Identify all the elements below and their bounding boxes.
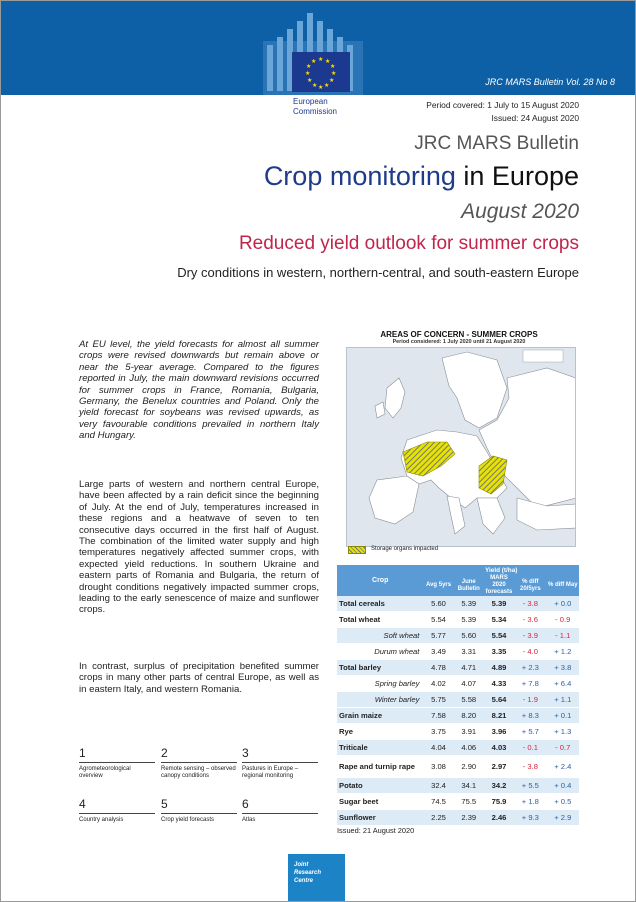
legend-label: Storage organs impacted [371,546,439,552]
table-row [337,660,579,676]
avg-5yrs-value: 4.04 [423,740,453,756]
svg-text:★: ★ [318,56,324,63]
diff-may-value: + 3.8 [547,660,579,676]
paragraph-contrast: In contrast, surplus of precipitation benefited summer crops in many other parts of central Europe, as well as in eastern Italy, and western Romania. [79,661,319,695]
diff-5yrs-value: - 4.0 [514,644,546,660]
map-title: AREAS OF CONCERN - SUMMER CROPS [380,330,538,339]
forecast-value: 3.96 [484,724,514,740]
jrc-line1: Joint [294,862,309,868]
avg-5yrs-value: 5.54 [423,612,453,628]
contents-number: 5 [161,797,168,811]
diff-5yrs-value: + 1.8 [514,794,546,810]
contents-item[interactable] [161,797,237,824]
series-title: JRC MARS Bulletin [414,133,579,154]
svg-text:★: ★ [311,58,317,65]
crop-name: Total barley [337,660,423,676]
table-row [337,628,579,644]
jrc-logo-text [294,861,334,885]
contents-label: Crop yield forecasts [161,813,237,824]
crop-name: Rye [337,724,423,740]
contents-label: Remote sensing – observed canopy conditions [161,762,237,780]
crop-name: Sunflower [337,810,423,826]
forecast-value: 5.34 [484,612,514,628]
contents-number: 6 [242,797,249,811]
diff-may-value: + 2.4 [547,756,579,778]
forecast-value: 4.89 [484,660,514,676]
diff-may-value: - 0.9 [547,612,579,628]
table-row [337,612,579,628]
diff-may-value: - 0.7 [547,740,579,756]
june-bulletin-value: 75.5 [454,794,484,810]
table-row [337,740,579,756]
ec-label-line2: Commission [293,107,338,116]
svg-text:★: ★ [306,63,312,70]
avg-5yrs-value: 2.25 [423,810,453,826]
headline: Reduced yield outlook for summer crops [238,233,579,254]
contents-number: 1 [79,746,86,760]
june-bulletin-value: 3.91 [454,724,484,740]
contents-item[interactable] [79,746,155,780]
contents-item[interactable] [79,797,155,824]
contents-number: 4 [79,797,86,811]
map-subtitle: Period considered: 1 July 2020 until 21 August 2020 [392,339,526,345]
diff-5yrs-value: - 1.9 [514,692,546,708]
crop-name: Rape and turnip rape [337,756,423,778]
diff-may-value: + 0.0 [547,596,579,612]
avg-5yrs-value: 74.5 [423,794,453,810]
forecast-value: 5.39 [484,596,514,612]
yield-table [337,565,579,826]
avg-5yrs-value: 3.75 [423,724,453,740]
forecast-value: 5.64 [484,692,514,708]
main-title [264,159,579,193]
paragraph-summary: At EU level, the yield forecasts for almost all summer crops were revised downwards but remain above or near the 5-year average. Compared to the figures reported in July, the main downward revisions occurred for summer crops in France, Romania, Bulgaria, Germany, the Benelux countries and Poland. Only the yield forecast for soybeans was revised upwards, as very favourable conditions prevailed in northern Italy and Hungary. [79,339,319,442]
table-row [337,810,579,826]
crop-name: Winter barley [337,692,423,708]
table-row [337,778,579,794]
svg-text:★: ★ [305,70,311,77]
period-info [426,99,579,125]
forecast-value: 5.54 [484,628,514,644]
yield-group-header: Yield (t/ha) [423,565,579,575]
forecast-value: 2.97 [484,756,514,778]
table-row [337,676,579,692]
table-row [337,708,579,724]
svg-text:★: ★ [312,82,318,89]
forecast-value: 4.03 [484,740,514,756]
svg-text:★: ★ [329,77,335,84]
main-title-blue: Crop monitoring [263,161,456,191]
diff-may-value: + 1.3 [547,724,579,740]
june-bulletin-value: 4.06 [454,740,484,756]
edition: August 2020 [461,200,579,223]
forecast-value: 4.33 [484,676,514,692]
period-covered: Period covered: 1 July to 15 August 2020 [426,100,579,110]
column-header: % diff May [547,575,579,596]
avg-5yrs-value: 3.08 [423,756,453,778]
june-bulletin-value: 5.39 [454,596,484,612]
june-bulletin-value: 34.1 [454,778,484,794]
june-bulletin-value: 2.90 [454,756,484,778]
june-bulletin-value: 5.60 [454,628,484,644]
eu-flag-icon [292,52,350,92]
forecast-value: 8.21 [484,708,514,724]
legend-concern-swatch [348,546,366,554]
avg-5yrs-value: 5.77 [423,628,453,644]
diff-5yrs-value: - 0.1 [514,740,546,756]
crop-name: Total cereals [337,596,423,612]
table-row [337,692,579,708]
crop-name: Soft wheat [337,628,423,644]
diff-5yrs-value: + 8.3 [514,708,546,724]
forecast-value: 2.46 [484,810,514,826]
diff-5yrs-value: + 9.3 [514,810,546,826]
table-row [337,644,579,660]
svg-text:★: ★ [307,77,313,84]
diff-5yrs-value: + 2.3 [514,660,546,676]
crop-name: Spring barley [337,676,423,692]
avg-5yrs-value: 7.58 [423,708,453,724]
column-header: Avg 5yrs [423,575,453,596]
issue-date: Issued: 24 August 2020 [491,113,579,123]
contents-item[interactable] [242,746,318,780]
june-bulletin-value: 2.39 [454,810,484,826]
svg-text:★: ★ [325,58,331,65]
contents-item[interactable] [161,746,237,780]
svg-text:★: ★ [331,70,337,77]
contents-label: Pastures in Europe – regional monitoring [242,762,318,780]
table-row [337,756,579,778]
avg-5yrs-value: 32.4 [423,778,453,794]
june-bulletin-value: 4.07 [454,676,484,692]
june-bulletin-value: 5.58 [454,692,484,708]
table-row [337,724,579,740]
svg-text:★: ★ [318,84,324,91]
table-row [337,794,579,810]
june-bulletin-value: 8.20 [454,708,484,724]
europe-map [346,347,576,547]
crop-name: Triticale [337,740,423,756]
diff-5yrs-value: - 3.9 [514,628,546,644]
column-header: % diff 20/5yrs [514,575,546,596]
main-title-dark: in Europe [455,161,579,191]
avg-5yrs-value: 5.60 [423,596,453,612]
crop-column-header: Crop [337,565,423,596]
june-bulletin-value: 5.39 [454,612,484,628]
avg-5yrs-value: 4.02 [423,676,453,692]
crop-name: Total wheat [337,612,423,628]
june-bulletin-value: 3.31 [454,644,484,660]
avg-5yrs-value: 5.75 [423,692,453,708]
contents-label: Country analysis [79,813,155,824]
avg-5yrs-value: 4.78 [423,660,453,676]
title-block [264,133,579,225]
bulletin-id: JRC MARS Bulletin Vol. 28 No 8 [485,77,615,87]
ec-label-line1: European [293,97,328,106]
diff-5yrs-value: + 5.7 [514,724,546,740]
column-header: MARS 2020 forecasts [485,575,513,595]
crop-name: Potato [337,778,423,794]
jrc-line3: Centre [294,878,314,884]
diff-5yrs-value: + 5.5 [514,778,546,794]
crop-name: Grain maize [337,708,423,724]
diff-5yrs-value: - 3.6 [514,612,546,628]
diff-5yrs-value: + 7.8 [514,676,546,692]
contents-item[interactable] [242,797,318,824]
diff-5yrs-value: - 3.8 [514,596,546,612]
crop-name: Durum wheat [337,644,423,660]
diff-may-value: + 2.9 [547,810,579,826]
contents-label: Atlas [242,813,318,824]
diff-may-value: + 1.2 [547,644,579,660]
jrc-line2: Research [294,870,322,876]
forecast-value: 75.9 [484,794,514,810]
forecast-value: 3.35 [484,644,514,660]
column-header: June Bulletin [454,575,484,596]
diff-may-value: + 0.1 [547,708,579,724]
forecast-value: 34.2 [484,778,514,794]
june-bulletin-value: 4.71 [454,660,484,676]
table-issued-date: Issued: 21 August 2020 [337,826,415,835]
diff-may-value: + 0.4 [547,778,579,794]
contents-number: 2 [161,746,168,760]
diff-may-value: - 1.1 [547,628,579,644]
diff-may-value: + 0.5 [547,794,579,810]
contents-number: 3 [242,746,249,760]
table-row [337,596,579,612]
diff-may-value: + 1.1 [547,692,579,708]
svg-text:★: ★ [324,82,330,89]
contents-label: Agrometeorological overview [79,762,155,780]
europe-map-drawing [347,348,576,547]
avg-5yrs-value: 3.49 [423,644,453,660]
svg-text:★: ★ [330,63,336,70]
subheadline: Dry conditions in western, northern-central, and south-eastern Europe [177,265,579,280]
diff-may-value: + 6.4 [547,676,579,692]
crop-name: Sugar beet [337,794,423,810]
diff-5yrs-value: - 3.8 [514,756,546,778]
paragraph-conditions: Large parts of western and northern central Europe, have been affected by a rain deficit since the beginning of July. At the end of July, temperatures increased in these regions and a heatwave of seven to ten consecutive days occurred in the first half of August. The combination of the limited water supply and high temperatures negatively affected summer crops, with expected yield reductions. In southern Ukraine and eastern parts of Romania and Bulgaria, the return of drought conditions negatively impacted summer crops, leading to the early senescence of maize and sunflower crops. [79,479,319,616]
commission-label [293,97,337,117]
